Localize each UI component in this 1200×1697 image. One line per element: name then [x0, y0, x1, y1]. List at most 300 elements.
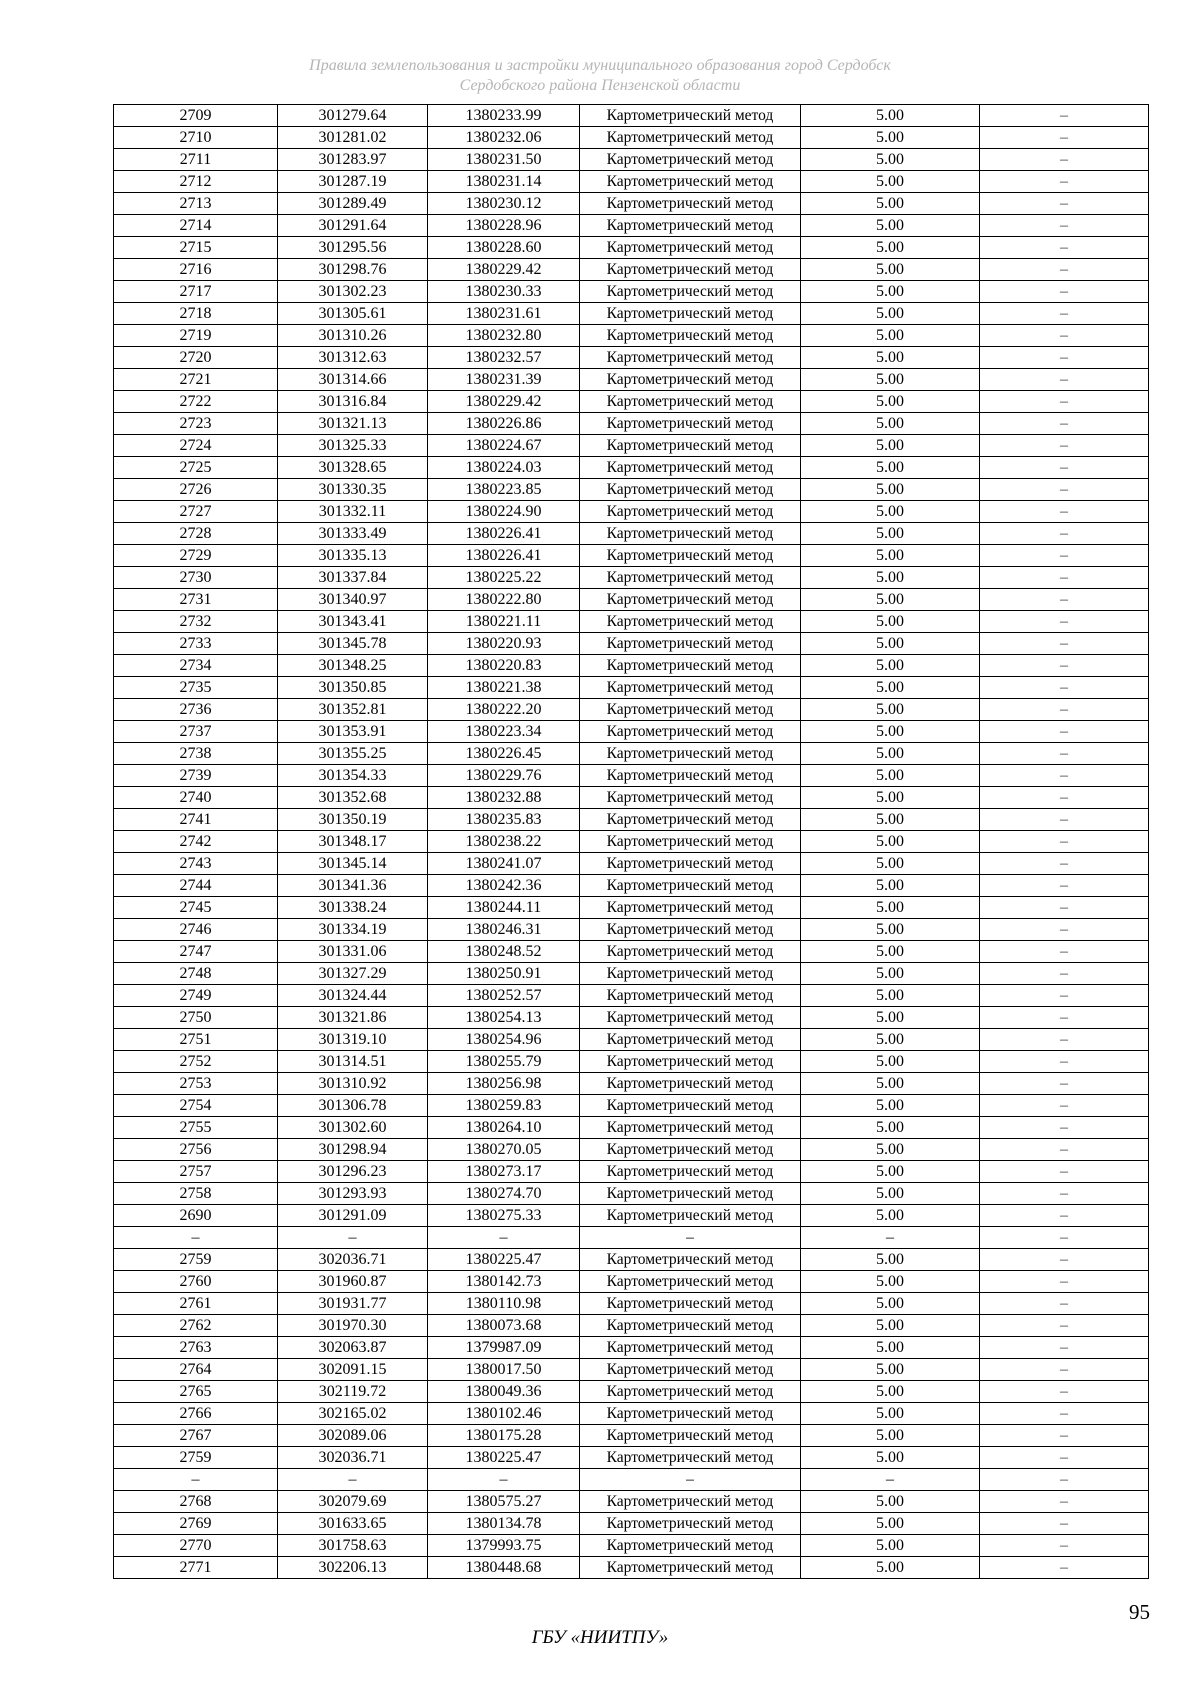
precision-cell: 5.00: [801, 611, 980, 633]
table-row: [114, 1293, 1149, 1315]
y-coordinate-cell: 1380275.33: [428, 1205, 580, 1227]
method-cell: Картометрический метод: [580, 1029, 801, 1051]
y-coordinate-cell: 1380224.67: [428, 435, 580, 457]
x-coordinate-cell: 301931.77: [278, 1293, 428, 1315]
point-number-cell: 2759: [114, 1249, 278, 1271]
x-coordinate-cell: 301350.85: [278, 677, 428, 699]
precision-cell: 5.00: [801, 413, 980, 435]
precision-cell: 5.00: [801, 655, 980, 677]
precision-cell: 5.00: [801, 391, 980, 413]
y-coordinate-cell: 1380222.20: [428, 699, 580, 721]
table-row: [114, 1513, 1149, 1535]
page-number: 95: [1129, 1600, 1150, 1624]
method-cell: Картометрический метод: [580, 259, 801, 281]
x-coordinate-cell: –: [278, 1227, 428, 1249]
y-coordinate-cell: 1380246.31: [428, 919, 580, 941]
method-cell: Картометрический метод: [580, 1535, 801, 1557]
method-cell: Картометрический метод: [580, 1513, 801, 1535]
footer-organization: ГБУ «НИИТПУ»: [531, 1627, 669, 1648]
point-number-cell: 2736: [114, 699, 278, 721]
running-header: [0, 56, 1200, 96]
precision-cell: 5.00: [801, 105, 980, 127]
y-coordinate-cell: 1380256.98: [428, 1073, 580, 1095]
y-coordinate-cell: 1380231.39: [428, 369, 580, 391]
x-coordinate-cell: 301289.49: [278, 193, 428, 215]
description-cell: –: [980, 1029, 1149, 1051]
description-cell: –: [980, 1535, 1149, 1557]
method-cell: Картометрический метод: [580, 919, 801, 941]
x-coordinate-cell: 301321.86: [278, 1007, 428, 1029]
method-cell: Картометрический метод: [580, 1315, 801, 1337]
description-cell: –: [980, 1381, 1149, 1403]
table-row: [114, 853, 1149, 875]
method-cell: Картометрический метод: [580, 1447, 801, 1469]
table-row: [114, 325, 1149, 347]
y-coordinate-cell: 1380235.83: [428, 809, 580, 831]
description-cell: –: [980, 325, 1149, 347]
table-row: [114, 1139, 1149, 1161]
x-coordinate-cell: 301325.33: [278, 435, 428, 457]
description-cell: –: [980, 1183, 1149, 1205]
description-cell: –: [980, 589, 1149, 611]
y-coordinate-cell: 1380226.41: [428, 545, 580, 567]
x-coordinate-cell: 302119.72: [278, 1381, 428, 1403]
description-cell: –: [980, 501, 1149, 523]
y-coordinate-cell: 1380273.17: [428, 1161, 580, 1183]
y-coordinate-cell: 1380226.41: [428, 523, 580, 545]
point-number-cell: 2709: [114, 105, 278, 127]
x-coordinate-cell: 301328.65: [278, 457, 428, 479]
x-coordinate-cell: 301338.24: [278, 897, 428, 919]
method-cell: Картометрический метод: [580, 677, 801, 699]
table-row: [114, 567, 1149, 589]
table-row: [114, 765, 1149, 787]
precision-cell: 5.00: [801, 831, 980, 853]
method-cell: Картометрический метод: [580, 193, 801, 215]
precision-cell: 5.00: [801, 171, 980, 193]
method-cell: Картометрический метод: [580, 1249, 801, 1271]
point-number-cell: 2714: [114, 215, 278, 237]
precision-cell: 5.00: [801, 1491, 980, 1513]
description-cell: –: [980, 985, 1149, 1007]
table-row: [114, 1007, 1149, 1029]
description-cell: –: [980, 963, 1149, 985]
table-row: [114, 1337, 1149, 1359]
point-number-cell: 2749: [114, 985, 278, 1007]
x-coordinate-cell: 301298.94: [278, 1139, 428, 1161]
y-coordinate-cell: 1380255.79: [428, 1051, 580, 1073]
x-coordinate-cell: 301305.61: [278, 303, 428, 325]
description-cell: –: [980, 1117, 1149, 1139]
y-coordinate-cell: 1380229.42: [428, 259, 580, 281]
table-row: [114, 1271, 1149, 1293]
precision-cell: 5.00: [801, 1359, 980, 1381]
x-coordinate-cell: 301291.09: [278, 1205, 428, 1227]
method-cell: Картометрический метод: [580, 391, 801, 413]
method-cell: Картометрический метод: [580, 875, 801, 897]
x-coordinate-cell: 301327.29: [278, 963, 428, 985]
precision-cell: 5.00: [801, 765, 980, 787]
table-row: [114, 809, 1149, 831]
method-cell: Картометрический метод: [580, 303, 801, 325]
point-number-cell: 2748: [114, 963, 278, 985]
y-coordinate-cell: 1380231.50: [428, 149, 580, 171]
coordinates-table: [113, 104, 1149, 1579]
table-row: [114, 721, 1149, 743]
y-coordinate-cell: 1380270.05: [428, 1139, 580, 1161]
precision-cell: 5.00: [801, 523, 980, 545]
x-coordinate-cell: 301283.97: [278, 149, 428, 171]
x-coordinate-cell: 301321.13: [278, 413, 428, 435]
method-cell: Картометрический метод: [580, 1381, 801, 1403]
table-row: [114, 611, 1149, 633]
table-row: [114, 1381, 1149, 1403]
point-number-cell: 2725: [114, 457, 278, 479]
description-cell: –: [980, 457, 1149, 479]
x-coordinate-cell: 301306.78: [278, 1095, 428, 1117]
point-number-cell: 2713: [114, 193, 278, 215]
table-row: [114, 303, 1149, 325]
method-cell: Картометрический метод: [580, 1337, 801, 1359]
y-coordinate-cell: 1380175.28: [428, 1425, 580, 1447]
point-number-cell: 2768: [114, 1491, 278, 1513]
table-row: [114, 237, 1149, 259]
y-coordinate-cell: 1380232.88: [428, 787, 580, 809]
y-coordinate-cell: 1380226.45: [428, 743, 580, 765]
precision-cell: 5.00: [801, 193, 980, 215]
description-cell: –: [980, 303, 1149, 325]
precision-cell: 5.00: [801, 435, 980, 457]
y-coordinate-cell: 1380221.38: [428, 677, 580, 699]
description-cell: –: [980, 699, 1149, 721]
description-cell: –: [980, 193, 1149, 215]
table-row: [114, 589, 1149, 611]
x-coordinate-cell: –: [278, 1469, 428, 1491]
y-coordinate-cell: 1380264.10: [428, 1117, 580, 1139]
point-number-cell: 2741: [114, 809, 278, 831]
x-coordinate-cell: 302036.71: [278, 1447, 428, 1469]
x-coordinate-cell: 302089.06: [278, 1425, 428, 1447]
table-row: [114, 523, 1149, 545]
precision-cell: 5.00: [801, 1315, 980, 1337]
method-cell: Картометрический метод: [580, 413, 801, 435]
method-cell: Картометрический метод: [580, 1139, 801, 1161]
point-number-cell: 2764: [114, 1359, 278, 1381]
table-row: [114, 501, 1149, 523]
description-cell: –: [980, 1403, 1149, 1425]
x-coordinate-cell: 301352.81: [278, 699, 428, 721]
precision-cell: 5.00: [801, 215, 980, 237]
x-coordinate-cell: 301314.66: [278, 369, 428, 391]
precision-cell: 5.00: [801, 853, 980, 875]
method-cell: Картометрический метод: [580, 1161, 801, 1183]
method-cell: Картометрический метод: [580, 545, 801, 567]
precision-cell: 5.00: [801, 1183, 980, 1205]
method-cell: Картометрический метод: [580, 127, 801, 149]
method-cell: Картометрический метод: [580, 809, 801, 831]
table-row: [114, 1425, 1149, 1447]
table-row: [114, 1051, 1149, 1073]
y-coordinate-cell: 1380259.83: [428, 1095, 580, 1117]
method-cell: Картометрический метод: [580, 457, 801, 479]
description-cell: –: [980, 1293, 1149, 1315]
method-cell: Картометрический метод: [580, 743, 801, 765]
method-cell: Картометрический метод: [580, 171, 801, 193]
description-cell: –: [980, 919, 1149, 941]
precision-cell: 5.00: [801, 1095, 980, 1117]
point-number-cell: 2719: [114, 325, 278, 347]
x-coordinate-cell: 301337.84: [278, 567, 428, 589]
description-cell: –: [980, 831, 1149, 853]
y-coordinate-cell: 1380232.06: [428, 127, 580, 149]
x-coordinate-cell: 302165.02: [278, 1403, 428, 1425]
precision-cell: 5.00: [801, 963, 980, 985]
point-number-cell: 2770: [114, 1535, 278, 1557]
y-coordinate-cell: 1380223.34: [428, 721, 580, 743]
method-cell: Картометрический метод: [580, 1403, 801, 1425]
y-coordinate-cell: 1380248.52: [428, 941, 580, 963]
description-cell: –: [980, 127, 1149, 149]
y-coordinate-cell: 1380110.98: [428, 1293, 580, 1315]
point-number-cell: 2745: [114, 897, 278, 919]
point-number-cell: –: [114, 1227, 278, 1249]
point-number-cell: 2726: [114, 479, 278, 501]
point-number-cell: 2716: [114, 259, 278, 281]
method-cell: Картометрический метод: [580, 347, 801, 369]
x-coordinate-cell: 301335.13: [278, 545, 428, 567]
y-coordinate-cell: 1380228.60: [428, 237, 580, 259]
y-coordinate-cell: 1380448.68: [428, 1557, 580, 1579]
method-cell: Картометрический метод: [580, 567, 801, 589]
point-number-cell: 2734: [114, 655, 278, 677]
precision-cell: 5.00: [801, 1425, 980, 1447]
y-coordinate-cell: 1380242.36: [428, 875, 580, 897]
precision-cell: 5.00: [801, 501, 980, 523]
y-coordinate-cell: 1380230.12: [428, 193, 580, 215]
table-row: [114, 1447, 1149, 1469]
point-number-cell: 2742: [114, 831, 278, 853]
point-number-cell: 2769: [114, 1513, 278, 1535]
method-cell: Картометрический метод: [580, 699, 801, 721]
x-coordinate-cell: 301341.36: [278, 875, 428, 897]
y-coordinate-cell: 1380224.03: [428, 457, 580, 479]
precision-cell: 5.00: [801, 1535, 980, 1557]
description-cell: –: [980, 1249, 1149, 1271]
y-coordinate-cell: 1380575.27: [428, 1491, 580, 1513]
y-coordinate-cell: 1380230.33: [428, 281, 580, 303]
method-cell: Картометрический метод: [580, 985, 801, 1007]
precision-cell: 5.00: [801, 259, 980, 281]
precision-cell: 5.00: [801, 787, 980, 809]
precision-cell: 5.00: [801, 1161, 980, 1183]
description-cell: –: [980, 655, 1149, 677]
method-cell: Картометрический метод: [580, 1491, 801, 1513]
table-row: [114, 105, 1149, 127]
precision-cell: 5.00: [801, 633, 980, 655]
precision-cell: 5.00: [801, 809, 980, 831]
method-cell: Картометрический метод: [580, 1205, 801, 1227]
x-coordinate-cell: 301343.41: [278, 611, 428, 633]
x-coordinate-cell: 301348.17: [278, 831, 428, 853]
point-number-cell: 2727: [114, 501, 278, 523]
y-coordinate-cell: 1380102.46: [428, 1403, 580, 1425]
table-row: [114, 1117, 1149, 1139]
precision-cell: 5.00: [801, 1447, 980, 1469]
precision-cell: 5.00: [801, 149, 980, 171]
method-cell: Картометрический метод: [580, 501, 801, 523]
method-cell: Картометрический метод: [580, 721, 801, 743]
precision-cell: 5.00: [801, 1403, 980, 1425]
precision-cell: 5.00: [801, 1073, 980, 1095]
y-coordinate-cell: 1380222.80: [428, 589, 580, 611]
point-number-cell: 2766: [114, 1403, 278, 1425]
precision-cell: 5.00: [801, 325, 980, 347]
table-row: [114, 677, 1149, 699]
x-coordinate-cell: 301350.19: [278, 809, 428, 831]
method-cell: Картометрический метод: [580, 1007, 801, 1029]
table-row: [114, 655, 1149, 677]
y-coordinate-cell: 1380225.47: [428, 1447, 580, 1469]
method-cell: Картометрический метод: [580, 325, 801, 347]
table-row: [114, 149, 1149, 171]
table-row: [114, 941, 1149, 963]
description-cell: –: [980, 1227, 1149, 1249]
precision-cell: 5.00: [801, 545, 980, 567]
description-cell: –: [980, 1007, 1149, 1029]
point-number-cell: 2721: [114, 369, 278, 391]
precision-cell: 5.00: [801, 875, 980, 897]
precision-cell: 5.00: [801, 1271, 980, 1293]
y-coordinate-cell: 1380232.57: [428, 347, 580, 369]
method-cell: Картометрический метод: [580, 215, 801, 237]
y-coordinate-cell: 1380228.96: [428, 215, 580, 237]
table-row: [114, 391, 1149, 413]
point-number-cell: 2717: [114, 281, 278, 303]
header-line-2: Сердобского района Пензенской области: [459, 77, 741, 94]
description-cell: –: [980, 369, 1149, 391]
point-number-cell: 2771: [114, 1557, 278, 1579]
description-cell: –: [980, 1491, 1149, 1513]
table-row: [114, 1029, 1149, 1051]
point-number-cell: 2730: [114, 567, 278, 589]
point-number-cell: 2690: [114, 1205, 278, 1227]
description-cell: –: [980, 809, 1149, 831]
precision-cell: 5.00: [801, 567, 980, 589]
precision-cell: 5.00: [801, 303, 980, 325]
method-cell: Картометрический метод: [580, 831, 801, 853]
method-cell: Картометрический метод: [580, 479, 801, 501]
y-coordinate-cell: 1379993.75: [428, 1535, 580, 1557]
y-coordinate-cell: 1380226.86: [428, 413, 580, 435]
description-cell: –: [980, 1205, 1149, 1227]
description-cell: –: [980, 875, 1149, 897]
method-cell: Картометрический метод: [580, 1557, 801, 1579]
description-cell: –: [980, 567, 1149, 589]
precision-cell: 5.00: [801, 699, 980, 721]
point-number-cell: 2744: [114, 875, 278, 897]
x-coordinate-cell: 301334.19: [278, 919, 428, 941]
point-number-cell: 2739: [114, 765, 278, 787]
point-number-cell: 2753: [114, 1073, 278, 1095]
method-cell: Картометрический метод: [580, 1051, 801, 1073]
table-row: [114, 831, 1149, 853]
point-number-cell: 2761: [114, 1293, 278, 1315]
point-number-cell: 2752: [114, 1051, 278, 1073]
method-cell: Картометрический метод: [580, 523, 801, 545]
description-cell: –: [980, 897, 1149, 919]
x-coordinate-cell: 302206.13: [278, 1557, 428, 1579]
point-number-cell: 2711: [114, 149, 278, 171]
x-coordinate-cell: 301758.63: [278, 1535, 428, 1557]
x-coordinate-cell: 301324.44: [278, 985, 428, 1007]
description-cell: –: [980, 633, 1149, 655]
description-cell: –: [980, 281, 1149, 303]
table-row: [114, 1227, 1149, 1249]
table-row: [114, 259, 1149, 281]
description-cell: –: [980, 523, 1149, 545]
table-row: [114, 699, 1149, 721]
precision-cell: 5.00: [801, 127, 980, 149]
method-cell: Картометрический метод: [580, 897, 801, 919]
description-cell: –: [980, 1337, 1149, 1359]
y-coordinate-cell: 1380225.22: [428, 567, 580, 589]
y-coordinate-cell: 1380231.61: [428, 303, 580, 325]
x-coordinate-cell: 302063.87: [278, 1337, 428, 1359]
x-coordinate-cell: 302036.71: [278, 1249, 428, 1271]
x-coordinate-cell: 301298.76: [278, 259, 428, 281]
point-number-cell: 2737: [114, 721, 278, 743]
description-cell: –: [980, 171, 1149, 193]
point-number-cell: 2755: [114, 1117, 278, 1139]
table-row: [114, 1469, 1149, 1491]
point-number-cell: 2733: [114, 633, 278, 655]
precision-cell: 5.00: [801, 677, 980, 699]
precision-cell: 5.00: [801, 1205, 980, 1227]
table-row: [114, 1403, 1149, 1425]
precision-cell: 5.00: [801, 589, 980, 611]
y-coordinate-cell: 1380254.96: [428, 1029, 580, 1051]
table-row: [114, 1491, 1149, 1513]
method-cell: Картометрический метод: [580, 1183, 801, 1205]
table-row: [114, 1205, 1149, 1227]
description-cell: –: [980, 1051, 1149, 1073]
x-coordinate-cell: 301332.11: [278, 501, 428, 523]
precision-cell: 5.00: [801, 1249, 980, 1271]
y-coordinate-cell: 1380073.68: [428, 1315, 580, 1337]
x-coordinate-cell: 301331.06: [278, 941, 428, 963]
y-coordinate-cell: 1380229.42: [428, 391, 580, 413]
precision-cell: 5.00: [801, 743, 980, 765]
table-row: [114, 215, 1149, 237]
table-row: [114, 127, 1149, 149]
precision-cell: 5.00: [801, 369, 980, 391]
table-row: [114, 193, 1149, 215]
description-cell: –: [980, 259, 1149, 281]
y-coordinate-cell: 1380274.70: [428, 1183, 580, 1205]
table-row: [114, 1535, 1149, 1557]
y-coordinate-cell: 1380224.90: [428, 501, 580, 523]
header-line-1: Правила землепользования и застройки муниципального образования город Сердобск: [309, 57, 891, 74]
description-cell: –: [980, 787, 1149, 809]
description-cell: –: [980, 391, 1149, 413]
table-row: [114, 281, 1149, 303]
table-row: [114, 435, 1149, 457]
method-cell: –: [580, 1227, 801, 1249]
method-cell: Картометрический метод: [580, 369, 801, 391]
y-coordinate-cell: 1380220.93: [428, 633, 580, 655]
x-coordinate-cell: 301279.64: [278, 105, 428, 127]
point-number-cell: 2732: [114, 611, 278, 633]
